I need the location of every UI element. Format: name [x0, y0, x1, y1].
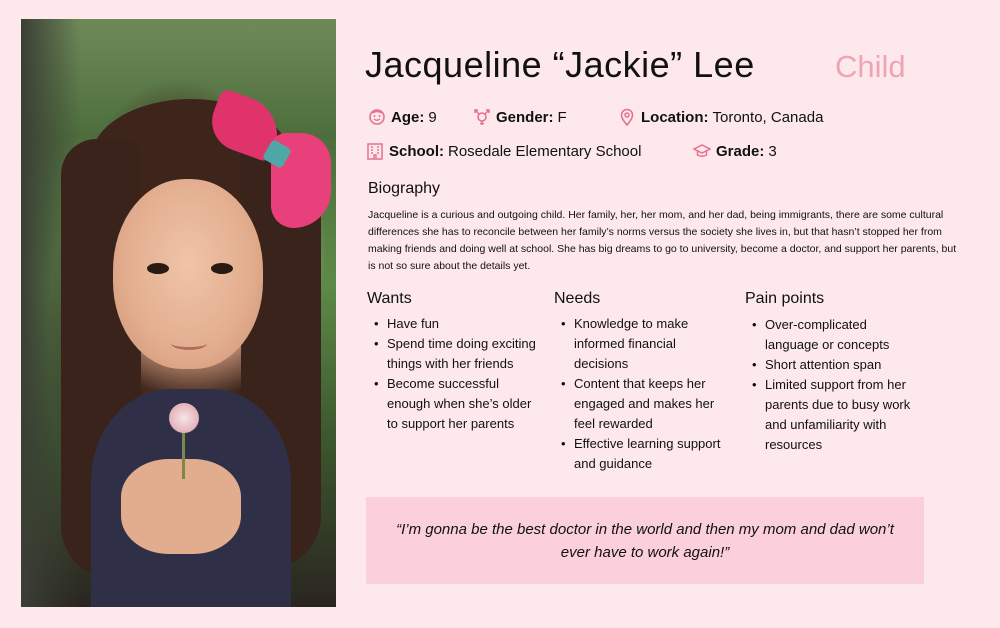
list-item: • Content that keeps her engaged and makes her feel rewarded [555, 374, 730, 434]
biography-text: Jacqueline is a curious and outgoing child. Her family, her, her mom, and her dad, being immigrants, there are some cultural differences she has to reconcile between her family’s norms versus the society she lives in, but that hasn’t stopped her from making friends and doing well at school. She has big dreams to go to university, become a doctor, and support her parents, but is not so sure about the details yet. [368, 209, 957, 272]
wants-heading: Wants [367, 290, 412, 307]
photo-hair-bow [211, 93, 331, 223]
needs-heading: Needs [554, 290, 601, 307]
grade-label: Grade: [716, 142, 765, 160]
list-item: • Over-complicated language or concepts [746, 315, 916, 355]
school-label: School: [389, 142, 444, 160]
persona-role: Child [835, 49, 906, 84]
face-icon [368, 108, 386, 126]
location-label: Location: [641, 108, 709, 126]
list-item: • Knowledge to make informed financial decisions [555, 314, 730, 374]
quote-text: “I’m gonna be the best doctor in the world and then my mom and dad won’t ever have to work again!” [396, 520, 894, 561]
building-icon [366, 142, 384, 160]
list-item: • Have fun [368, 314, 538, 334]
grade-value: 3 [768, 142, 777, 160]
age-value: 9 [428, 108, 437, 126]
school-detail [366, 142, 641, 160]
list-item: • Become successful enough when she’s older to support her parents [368, 374, 538, 434]
photo-eye-right [211, 263, 233, 274]
photo-hands [121, 459, 241, 554]
photo-flower-stem [182, 429, 185, 479]
wants-list [368, 314, 538, 434]
gender-label: Gender: [496, 108, 554, 126]
biography-heading: Biography [368, 180, 441, 197]
gender-icon [473, 108, 491, 126]
photo-flower [169, 403, 199, 433]
list-item: • Effective learning support and guidance [555, 434, 730, 474]
age-label: Age: [391, 108, 425, 126]
gender-value: F [557, 108, 567, 126]
location-value: Toronto, Canada [712, 108, 824, 126]
pain-points-heading: Pain points [745, 290, 825, 307]
location-detail [618, 108, 823, 126]
list-item: • Spend time doing exciting things with her friends [368, 334, 538, 374]
photo-mouth [171, 337, 207, 350]
needs-list [555, 314, 730, 474]
grade-detail [693, 142, 777, 160]
pain-points-list [746, 315, 916, 455]
gender-detail [473, 108, 567, 126]
list-item: • Short attention span [746, 355, 916, 375]
age-detail [368, 108, 437, 126]
map-pin-icon [618, 108, 636, 126]
graduation-cap-icon [693, 142, 711, 160]
school-value: Rosedale Elementary School [448, 142, 642, 160]
photo-eye-left [147, 263, 169, 274]
persona-name: Jacqueline “Jackie” Lee [365, 44, 755, 85]
persona-photo [21, 19, 336, 607]
persona-quote [366, 497, 924, 584]
list-item: • Limited support from her parents due to busy work and unfamiliarity with resources [746, 375, 916, 455]
